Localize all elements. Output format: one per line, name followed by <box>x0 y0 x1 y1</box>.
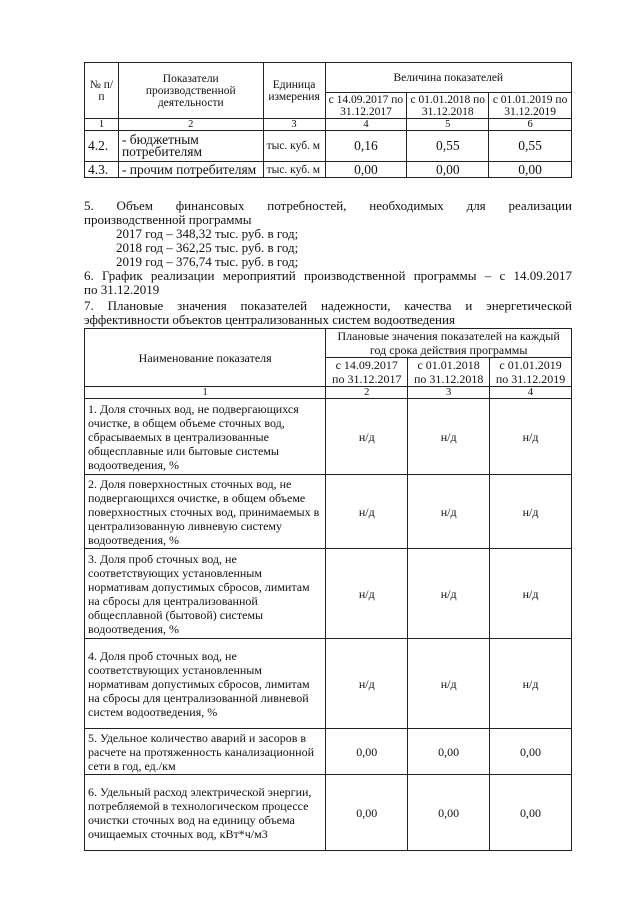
indicator-value: н/д <box>326 639 408 729</box>
table-row <box>85 162 572 178</box>
header-values: Плановые значения показателей на каждый год срока действия программы <box>326 329 572 358</box>
indicator-value: н/д <box>408 549 490 639</box>
table-row <box>85 729 572 775</box>
col-number: 1 <box>85 387 326 399</box>
row-name: - бюджетным потребителям <box>118 131 263 162</box>
indicator-value: н/д <box>326 549 408 639</box>
indicator-value: 0,00 <box>408 729 490 775</box>
production-indicators-table <box>84 62 572 178</box>
col-number: 4 <box>490 387 572 399</box>
indicator-value: 0,00 <box>490 729 572 775</box>
indicator-value: 0,00 <box>408 775 490 851</box>
section-5-line-1: 5. Объем финансовых потребностей, необходимых для реализации <box>84 198 572 213</box>
row-name: - прочим потребителям <box>118 162 263 178</box>
row-value: 0,55 <box>489 131 572 162</box>
row-value: 0,00 <box>407 162 489 178</box>
indicator-value: н/д <box>490 475 572 549</box>
indicator-value: н/д <box>408 399 490 475</box>
header-period-1: с 14.09.2017 по 31.12.2017 <box>325 93 407 119</box>
header-period-2: с 01.01.2018 по 31.12.2018 <box>408 358 490 387</box>
header-unit: Единица измерения <box>263 63 325 119</box>
row-unit: тыс. куб. м <box>263 162 325 178</box>
indicator-name: 5. Удельное количество аварий и засоров в расчете на протяженность канализационной сети в год, ед./км <box>85 729 326 775</box>
indicator-value: н/д <box>408 475 490 549</box>
col-number: 2 <box>118 119 263 131</box>
indicator-value: 0,00 <box>490 775 572 851</box>
indicator-name: 6. Удельный расход электрической энергии, потребляемой в технологическом процессе очистки сточных вод на единицу объема очищаемых сточных вод, кВт*ч/м3 <box>85 775 326 851</box>
header-period-2: с 01.01.2018 по 31.12.2018 <box>407 93 489 119</box>
indicator-value: н/д <box>490 399 572 475</box>
table-row <box>85 549 572 639</box>
indicator-value: 0,00 <box>326 775 408 851</box>
col-number: 6 <box>489 119 572 131</box>
indicator-value: н/д <box>326 475 408 549</box>
section-5-line-2: производственной программы <box>84 212 252 227</box>
indicator-value: н/д <box>326 399 408 475</box>
budget-2019: 2019 год – 376,74 тыс. руб. в год; <box>116 254 299 269</box>
header-num: № п/п <box>85 63 119 119</box>
indicator-value: н/д <box>490 639 572 729</box>
indicator-value: н/д <box>490 549 572 639</box>
row-num: 4.3. <box>85 162 119 178</box>
header-indicator-name: Наименование показателя <box>85 329 326 387</box>
header-period-1: с 14.09.2017 по 31.12.2017 <box>326 358 408 387</box>
col-number: 5 <box>407 119 489 131</box>
table-row <box>85 639 572 729</box>
row-num: 4.2. <box>85 131 119 162</box>
col-number: 2 <box>326 387 408 399</box>
section-7-line-1: 7. Плановые значения показателей надежности, качества и энергетической <box>84 298 572 313</box>
col-number: 3 <box>263 119 325 131</box>
row-unit: тыс. куб. м <box>263 131 325 162</box>
table-row <box>85 399 572 475</box>
indicator-value: 0,00 <box>326 729 408 775</box>
indicator-name: 1. Доля сточных вод, не подвергающихся очистке, в общем объеме сточных вод, сбрасываемых в централизованные общесплавные или бытовые системы водоотведения, % <box>85 399 326 475</box>
col-number: 4 <box>325 119 407 131</box>
header-period-3: с 01.01.2019 по 31.12.2019 <box>489 93 572 119</box>
indicator-name: 4. Доля проб сточных вод, не соответствующих установленным нормативам допустимых сбросов, лимитам на сбросы для централизованной ливневой систем водоотведения, % <box>85 639 326 729</box>
section-6-line-2: по 31.12.2019 <box>84 282 160 297</box>
table-row <box>85 131 572 162</box>
budget-2017: 2017 год – 348,32 тыс. руб. в год; <box>116 226 299 241</box>
header-period-3: с 01.01.2019 по 31.12.2019 <box>490 358 572 387</box>
header-values: Величина показателей <box>325 63 571 93</box>
budget-2018: 2018 год – 362,25 тыс. руб. в год; <box>116 240 299 255</box>
table-row <box>85 775 572 851</box>
row-value: 0,00 <box>489 162 572 178</box>
header-indicator-name: Показатели производственной деятельности <box>118 63 263 119</box>
section-7-line-2: эффективности объектов централизованных систем водоотведения <box>84 312 455 327</box>
table-row <box>85 475 572 549</box>
section-6-line-1: 6. График реализации мероприятий производственной программы – с 14.09.2017 <box>84 268 572 283</box>
row-value: 0,00 <box>325 162 407 178</box>
col-number: 1 <box>85 119 119 131</box>
indicator-name: 3. Доля проб сточных вод, не соответствующих установленным нормативам допустимых сбросов, лимитам на сбросы для централизованной общесплавной (бытовой) системы водоотведения, % <box>85 549 326 639</box>
indicator-value: н/д <box>408 639 490 729</box>
indicator-name: 2. Доля поверхностных сточных вод, не подвергающихся очистке, в общем объеме поверхностных сточных вод, принимаемых в централизованную ливневую систему водоотведения, % <box>85 475 326 549</box>
row-value: 0,16 <box>325 131 407 162</box>
row-value: 0,55 <box>407 131 489 162</box>
col-number: 3 <box>408 387 490 399</box>
reliability-indicators-table <box>84 328 572 851</box>
